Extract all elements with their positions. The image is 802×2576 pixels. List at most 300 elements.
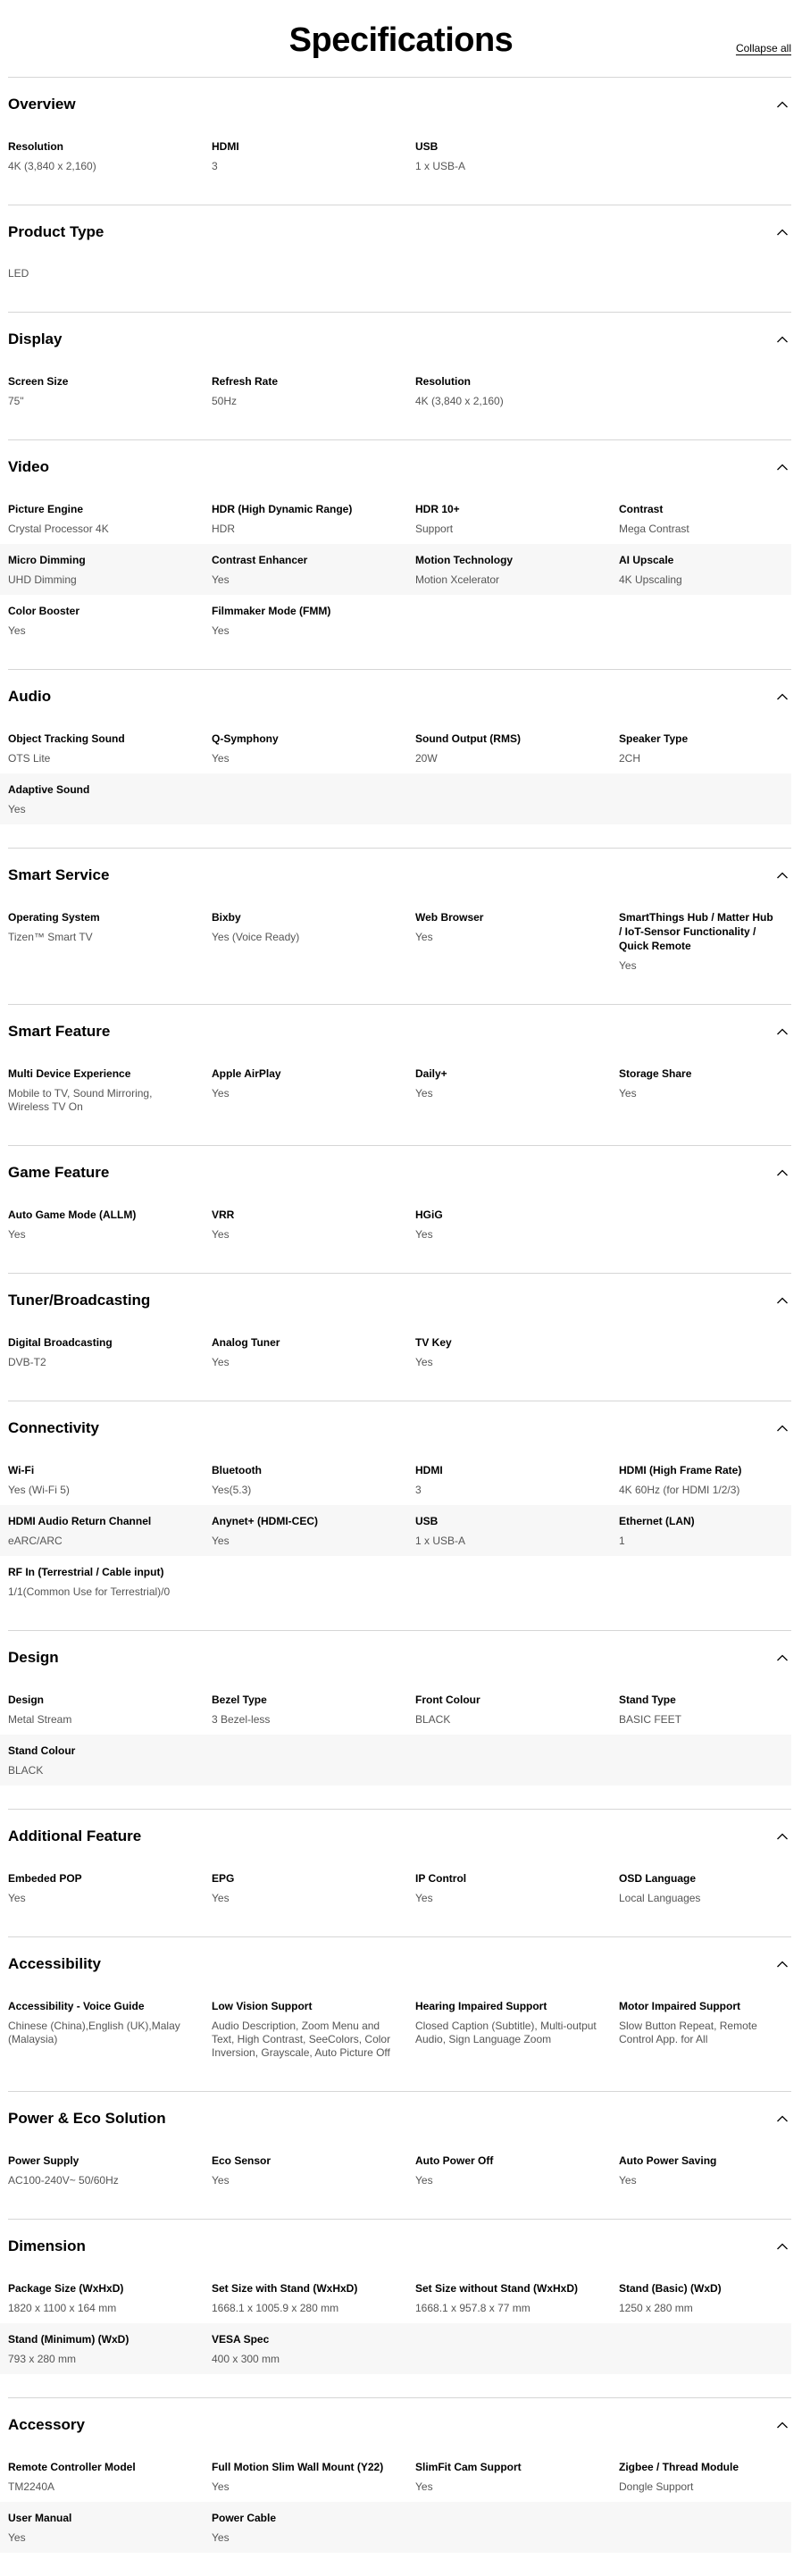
spec-label: Screen Size [8, 375, 69, 388]
spec-label: SmartThings Hub / Matter Hub / IoT-Sensor Functionality / Quick Remote [619, 911, 773, 952]
spec-label: Speaker Type [619, 732, 689, 745]
spec-value: Yes [212, 1356, 230, 1368]
spec-label: Full Motion Slim Wall Mount (Y22) [212, 2461, 384, 2473]
chevron-up-icon[interactable] [776, 2419, 789, 2431]
spec-row [0, 130, 791, 181]
section-title: Smart Feature [8, 1022, 111, 1040]
spec-value: 400 x 300 mm [212, 2353, 280, 2365]
spec-label: IP Control [415, 1872, 467, 1885]
spec-value: 4K 60Hz (for HDMI 1/2/3) [619, 1484, 740, 1496]
spec-item [619, 553, 791, 587]
section-toggle-display[interactable] [8, 313, 791, 365]
section-toggle-dimension[interactable] [8, 2220, 791, 2272]
section-toggle-design[interactable] [8, 1631, 791, 1684]
spec-item [415, 1335, 619, 1369]
spec-row [0, 2272, 791, 2323]
spec-value: HDR [212, 523, 235, 535]
spec-value: Yes [8, 1228, 26, 1241]
spec-value: TM2240A [8, 2480, 55, 2493]
spec-value: Yes [8, 803, 26, 815]
spec-label: HDR (High Dynamic Range) [212, 503, 353, 515]
spec-value: Slow Button Repeat, Remote Control App. for All [619, 2020, 757, 2045]
spec-label: Design [8, 1694, 45, 1706]
section-connectivity [8, 1401, 791, 1630]
spec-item [212, 374, 415, 408]
spec-value: Yes [8, 624, 26, 637]
chevron-up-icon[interactable] [776, 2112, 789, 2125]
spec-value: Motion Xcelerator [415, 573, 500, 586]
section-title: Tuner/Broadcasting [8, 1291, 151, 1309]
spec-row [0, 1454, 791, 1505]
spec-value: Yes [212, 1892, 230, 1904]
spec-item [619, 502, 791, 536]
spec-label: Set Size without Stand (WxHxD) [415, 2282, 579, 2295]
spec-value: 793 x 280 mm [8, 2353, 77, 2365]
section-title: Design [8, 1648, 59, 1666]
spec-value: Yes [212, 2480, 230, 2493]
section-title: Game Feature [8, 1163, 110, 1181]
spec-item [8, 1565, 212, 1599]
spec-value: 1 x USB-A [415, 1535, 466, 1547]
spec-value: 1820 x 1100 x 164 mm [8, 2302, 117, 2314]
section-toggle-connectivity[interactable] [8, 1401, 791, 1454]
spec-value: Metal Stream [8, 1713, 72, 1726]
spec-item [8, 267, 212, 280]
spec-label: Auto Game Mode (ALLM) [8, 1209, 137, 1221]
spec-row [0, 2323, 791, 2374]
spec-item [8, 2511, 212, 2545]
spec-value: Yes [619, 2174, 637, 2187]
spec-row [0, 901, 791, 981]
spec-label: Bixby [212, 911, 241, 924]
spec-item [212, 2281, 415, 2315]
section-toggle-smart-feature[interactable] [8, 1005, 791, 1058]
spec-label: HDMI [415, 1464, 443, 1476]
spec-row [0, 493, 791, 544]
spec-value: 4K (3,840 x 2,160) [415, 395, 504, 407]
chevron-up-icon[interactable] [776, 461, 789, 473]
spec-value: 1250 x 280 mm [619, 2302, 693, 2314]
spec-label: Stand (Basic) (WxD) [619, 2282, 722, 2295]
spec-value: 4K (3,840 x 2,160) [8, 160, 96, 172]
spec-label: Q-Symphony [212, 732, 279, 745]
spec-item [8, 1744, 212, 1777]
section-title: Power & Eco Solution [8, 2109, 166, 2127]
spec-item [212, 1514, 415, 1548]
spec-item [415, 1871, 619, 1905]
spec-item [212, 1335, 415, 1369]
spec-value: Mega Contrast [619, 523, 689, 535]
spec-value: UHD Dimming [8, 573, 77, 586]
spec-item [8, 502, 212, 536]
spec-item [212, 604, 415, 638]
spec-item [212, 1871, 415, 1905]
page-title: Specifications [288, 21, 514, 59]
spec-label: RF In (Terrestrial / Cable input) [8, 1566, 164, 1578]
section-body [8, 1199, 791, 1273]
spec-row [0, 365, 791, 416]
spec-item [8, 1335, 212, 1369]
spec-item [415, 2281, 619, 2315]
spec-label: Eco Sensor [212, 2154, 272, 2167]
spec-item [415, 553, 619, 587]
spec-item [8, 2460, 212, 2494]
spec-item [8, 139, 212, 173]
spec-item [415, 139, 619, 173]
spec-label: Accessibility - Voice Guide [8, 2000, 145, 2012]
spec-value: LED [8, 267, 29, 280]
spec-value: Yes [8, 1892, 26, 1904]
spec-value: Yes [212, 624, 230, 637]
spec-row [0, 1199, 791, 1250]
section-toggle-game-feature[interactable] [8, 1146, 791, 1199]
spec-item [415, 1693, 619, 1727]
spec-label: Low Vision Support [212, 2000, 313, 2012]
spec-item [619, 2281, 791, 2315]
section-body [8, 365, 791, 439]
spec-item [8, 732, 212, 765]
spec-row [0, 1684, 791, 1735]
spec-item [415, 502, 619, 536]
spec-label: USB [415, 1515, 439, 1527]
spec-label: USB [415, 140, 439, 153]
spec-value: Yes [212, 1228, 230, 1241]
spec-label: Digital Broadcasting [8, 1336, 113, 1349]
section-power-eco-solution [8, 2091, 791, 2219]
spec-item [415, 1066, 619, 1114]
spec-item [8, 374, 212, 408]
spec-row [0, 1058, 791, 1122]
spec-item [212, 1066, 415, 1114]
spec-label: Color Booster [8, 605, 80, 617]
spec-label: Zigbee / Thread Module [619, 2461, 739, 2473]
section-toggle-overview[interactable] [8, 78, 791, 130]
chevron-up-icon[interactable] [776, 690, 789, 703]
spec-value: DVB-T2 [8, 1356, 46, 1368]
spec-value: Tizen™ Smart TV [8, 931, 93, 943]
chevron-up-icon[interactable] [776, 1422, 789, 1434]
section-body [8, 1058, 791, 1145]
spec-item [212, 910, 415, 973]
section-body [8, 1684, 791, 1809]
spec-value: Yes [8, 2531, 26, 2544]
spec-item [415, 1208, 619, 1242]
spec-item [619, 2154, 791, 2187]
spec-row [0, 774, 791, 824]
spec-item [415, 910, 619, 973]
spec-item [415, 1514, 619, 1548]
spec-label: HDMI Audio Return Channel [8, 1515, 152, 1527]
chevron-up-icon[interactable] [776, 98, 789, 111]
spec-value: 3 [415, 1484, 422, 1496]
spec-value: Audio Description, Zoom Menu and Text, High Contrast, SeeColors, Color Inversion, Grayscale, Auto Picture Off [212, 2020, 391, 2059]
section-title: Overview [8, 95, 76, 113]
spec-value: BLACK [8, 1764, 44, 1777]
section-smart-feature [8, 1004, 791, 1145]
spec-label: Storage Share [619, 1067, 692, 1080]
spec-value: Yes [415, 931, 433, 943]
spec-label: EPG [212, 1872, 235, 1885]
spec-item [415, 2460, 619, 2494]
spec-label: HDMI (High Frame Rate) [619, 1464, 742, 1476]
spec-label: Auto Power Off [415, 2154, 494, 2167]
spec-item [619, 1066, 791, 1114]
spec-item [212, 139, 415, 173]
section-body [8, 1990, 791, 2091]
spec-item [8, 1999, 212, 2060]
spec-item [415, 1999, 619, 2060]
spec-item [8, 782, 212, 816]
spec-label: Operating System [8, 911, 100, 924]
spec-item [8, 1463, 212, 1497]
chevron-up-icon[interactable] [776, 226, 789, 238]
section-title: Accessory [8, 2415, 86, 2433]
spec-label: Daily+ [415, 1067, 447, 1080]
spec-value: Yes [619, 959, 637, 972]
spec-item [212, 1208, 415, 1242]
spec-label: Anynet+ (HDMI-CEC) [212, 1515, 318, 1527]
spec-sections [0, 77, 802, 2576]
spec-value: 75" [8, 395, 24, 407]
spec-label: Embeded POP [8, 1872, 82, 1885]
spec-label: Set Size with Stand (WxHxD) [212, 2282, 358, 2295]
spec-label: Package Size (WxHxD) [8, 2282, 124, 2295]
spec-label: Filmmaker Mode (FMM) [212, 605, 331, 617]
section-body [8, 258, 791, 312]
section-title: Audio [8, 687, 52, 705]
spec-value: Yes [415, 1892, 433, 1904]
spec-label: Power Cable [212, 2512, 277, 2524]
spec-value: 1668.1 x 1005.9 x 280 mm [212, 2302, 339, 2314]
spec-row [0, 1735, 791, 1786]
spec-label: Picture Engine [8, 503, 84, 515]
spec-item [8, 1514, 212, 1548]
section-accessory [8, 2397, 791, 2576]
section-audio [8, 669, 791, 848]
spec-item [619, 2460, 791, 2494]
spec-value: Chinese (China),English (UK),Malay (Malaysia) [8, 2020, 180, 2045]
spec-item [8, 910, 212, 973]
section-title: Display [8, 330, 63, 347]
spec-value: 3 Bezel-less [212, 1713, 271, 1726]
spec-label: Front Colour [415, 1694, 480, 1706]
section-toggle-video[interactable] [8, 440, 791, 493]
spec-item [8, 1693, 212, 1727]
spec-label: Sound Output (RMS) [415, 732, 521, 745]
spec-item [415, 2154, 619, 2187]
spec-value: Yes [212, 573, 230, 586]
spec-value: Local Languages [619, 1892, 701, 1904]
section-toggle-product-type[interactable] [8, 205, 791, 258]
section-body [8, 1862, 791, 1936]
section-toggle-smart-service[interactable] [8, 849, 791, 901]
spec-value: Yes [212, 752, 230, 765]
spec-label: Resolution [415, 375, 471, 388]
section-body [8, 130, 791, 205]
section-product-type [8, 205, 791, 312]
spec-value: Yes [212, 1087, 230, 1100]
chevron-up-icon[interactable] [776, 333, 789, 346]
spec-row [0, 2145, 791, 2195]
spec-value: Crystal Processor 4K [8, 523, 109, 535]
spec-value: Yes (Wi-Fi 5) [8, 1484, 70, 1496]
spec-item [415, 732, 619, 765]
spec-value: Yes [415, 2480, 433, 2493]
spec-label: Refresh Rate [212, 375, 279, 388]
section-toggle-accessory[interactable] [8, 2398, 791, 2451]
spec-value: Yes (Voice Ready) [212, 931, 300, 943]
spec-value: Yes(5.3) [212, 1484, 252, 1496]
spec-label: HGiG [415, 1209, 443, 1221]
section-body [8, 2451, 791, 2576]
spec-value: Yes [212, 1535, 230, 1547]
section-title: Connectivity [8, 1418, 100, 1436]
section-toggle-audio[interactable] [8, 670, 791, 723]
spec-label: Bluetooth [212, 1464, 262, 1476]
section-title: Dimension [8, 2237, 86, 2254]
spec-item [8, 2332, 212, 2366]
spec-value: 1/1(Common Use for Terrestrial)/0 [8, 1585, 171, 1598]
spec-label: Stand Type [619, 1694, 676, 1706]
spec-label: Remote Controller Model [8, 2461, 136, 2473]
spec-value: 50Hz [212, 395, 238, 407]
spec-label: Apple AirPlay [212, 1067, 281, 1080]
spec-item [212, 2332, 415, 2366]
spec-value: eARC/ARC [8, 1535, 63, 1547]
section-body [8, 1326, 791, 1401]
spec-item [8, 2281, 212, 2315]
spec-value: Yes [415, 1087, 433, 1100]
spec-label: Wi-Fi [8, 1464, 35, 1476]
spec-item [619, 910, 791, 973]
section-dimension [8, 2219, 791, 2397]
spec-item [619, 1463, 791, 1497]
chevron-up-icon[interactable] [776, 1294, 789, 1307]
spec-value: BLACK [415, 1713, 451, 1726]
page-header [0, 0, 802, 77]
spec-value: 20W [415, 752, 438, 765]
section-title: Video [8, 457, 49, 475]
section-additional-feature [8, 1809, 791, 1936]
section-toggle-tuner-broadcasting[interactable] [8, 1274, 791, 1326]
spec-label: HDMI [212, 140, 239, 153]
section-toggle-additional-feature[interactable] [8, 1810, 791, 1862]
spec-value: 3 [212, 160, 218, 172]
spec-value: Closed Caption (Subtitle), Multi-output Audio, Sign Language Zoom [415, 2020, 597, 2045]
spec-value: Dongle Support [619, 2480, 694, 2493]
section-title: Smart Service [8, 866, 110, 883]
spec-value: 2CH [619, 752, 641, 765]
spec-value: Yes [212, 2531, 230, 2544]
spec-value: 4K Upscaling [619, 573, 682, 586]
section-title: Product Type [8, 222, 104, 240]
spec-item [212, 1999, 415, 2060]
section-tuner-broadcasting [8, 1273, 791, 1401]
chevron-up-icon[interactable] [776, 1830, 789, 1843]
spec-label: VRR [212, 1209, 235, 1221]
section-body [8, 2145, 791, 2219]
section-title: Additional Feature [8, 1827, 142, 1844]
chevron-up-icon[interactable] [776, 1958, 789, 1970]
spec-row [0, 1326, 791, 1377]
spec-label: Motor Impaired Support [619, 2000, 740, 2012]
spec-label: SlimFit Cam Support [415, 2461, 522, 2473]
spec-value: Yes [415, 1228, 433, 1241]
spec-label: Motion Technology [415, 554, 514, 566]
chevron-up-icon[interactable] [776, 2240, 789, 2253]
spec-item [8, 553, 212, 587]
spec-row [0, 1862, 791, 1913]
spec-label: User Manual [8, 2512, 72, 2524]
section-toggle-accessibility[interactable] [8, 1937, 791, 1990]
spec-row [0, 723, 791, 774]
spec-row [0, 2502, 791, 2553]
spec-item [8, 1066, 212, 1114]
chevron-up-icon[interactable] [776, 1167, 789, 1179]
spec-row [0, 595, 791, 646]
spec-item [212, 2154, 415, 2187]
section-body [8, 723, 791, 848]
section-body [8, 1454, 791, 1630]
spec-value: Mobile to TV, Sound Mirroring, Wireless TV On [8, 1087, 153, 1113]
section-display [8, 312, 791, 439]
section-body [8, 901, 791, 1004]
spec-label: Web Browser [415, 911, 484, 924]
spec-value: 1 x USB-A [415, 160, 466, 172]
spec-label: Bezel Type [212, 1694, 267, 1706]
section-title: Accessibility [8, 1954, 101, 1972]
section-body [8, 2272, 791, 2397]
spec-row [0, 2451, 791, 2502]
spec-value: Yes [415, 2174, 433, 2187]
spec-item [212, 2511, 415, 2545]
spec-item [212, 1693, 415, 1727]
spec-value: 1668.1 x 957.8 x 77 mm [415, 2302, 530, 2314]
spec-item [8, 604, 212, 638]
spec-item [619, 732, 791, 765]
spec-row [0, 1990, 791, 2068]
chevron-up-icon[interactable] [776, 1652, 789, 1664]
section-design [8, 1630, 791, 1809]
spec-value: 1 [619, 1535, 625, 1547]
spec-label: OSD Language [619, 1872, 697, 1885]
spec-value: OTS Lite [8, 752, 51, 765]
spec-label: Auto Power Saving [619, 2154, 717, 2167]
spec-item [212, 732, 415, 765]
spec-label: Multi Device Experience [8, 1067, 131, 1080]
spec-label: AI Upscale [619, 554, 674, 566]
section-video [8, 439, 791, 669]
spec-label: Stand Colour [8, 1744, 76, 1757]
chevron-up-icon[interactable] [776, 1025, 789, 1038]
section-body [8, 493, 791, 669]
spec-row [0, 1556, 791, 1607]
spec-item [8, 1871, 212, 1905]
spec-item [415, 1463, 619, 1497]
spec-item [212, 2460, 415, 2494]
collapse-all-link[interactable]: Collapse all [735, 42, 791, 54]
spec-label: Hearing Impaired Support [415, 2000, 547, 2012]
spec-label: Resolution [8, 140, 63, 153]
spec-label: Micro Dimming [8, 554, 86, 566]
spec-item [415, 374, 619, 408]
spec-label: Ethernet (LAN) [619, 1515, 695, 1527]
spec-item [619, 1999, 791, 2060]
spec-label: Analog Tuner [212, 1336, 280, 1349]
spec-label: HDR 10+ [415, 503, 460, 515]
section-toggle-power-eco-solution[interactable] [8, 2092, 791, 2145]
chevron-up-icon[interactable] [776, 869, 789, 882]
